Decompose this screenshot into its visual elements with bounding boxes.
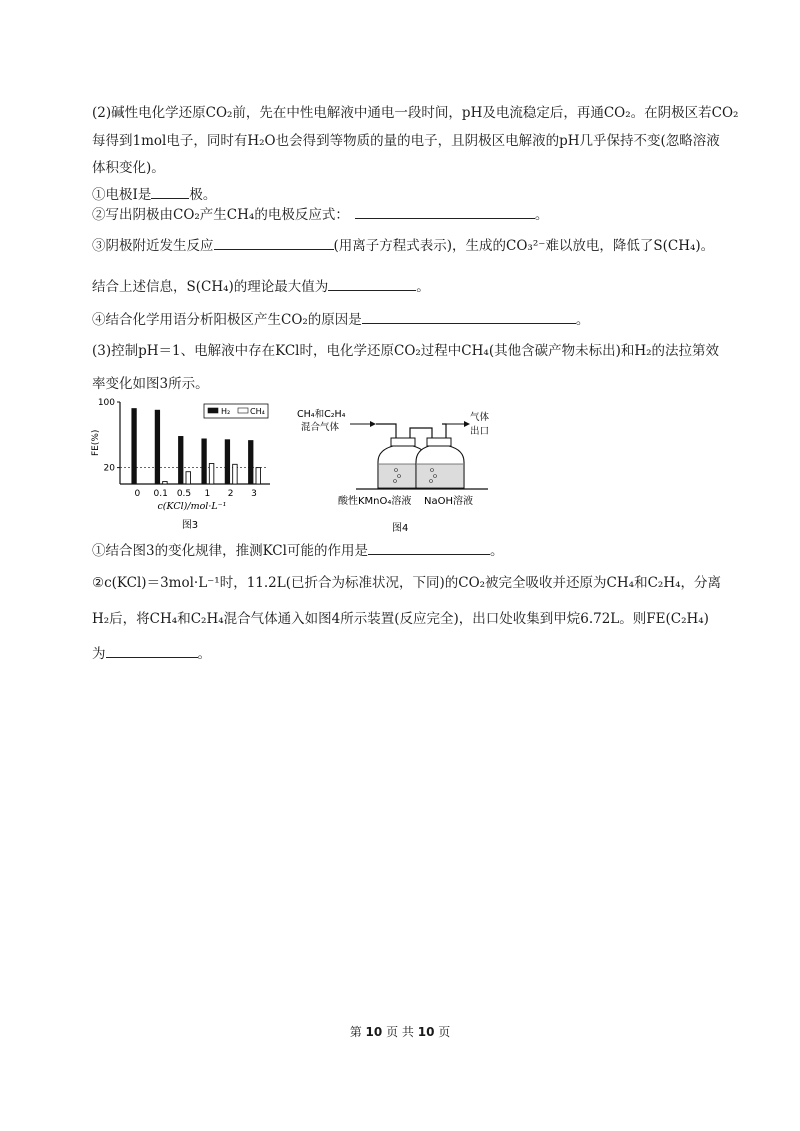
- legend-label-ch4: CH₄: [250, 407, 265, 416]
- bar-h2: [155, 410, 160, 484]
- figure4-caption: 图4: [392, 523, 409, 534]
- bottle2-label: NaOH溶液: [424, 496, 473, 507]
- q3-sub1-text: ①结合图3的变化规律，推测KCl可能的作用是: [92, 543, 368, 559]
- q2-sub3-cont: [92, 276, 430, 297]
- q2-sub1: [92, 184, 216, 205]
- answer-blank[interactable]: [151, 184, 189, 199]
- q3-sub2-line-3: [92, 643, 211, 664]
- q3-sub1-tail: 。: [489, 543, 504, 559]
- q2-sub3: [92, 235, 714, 256]
- footer-mid: 页 共: [386, 1025, 414, 1039]
- legend-swatch-ch4: [238, 408, 248, 413]
- y-axis-label: FE(%): [91, 429, 101, 456]
- figure3-bar-chart: [88, 394, 288, 534]
- q2-sub3-cont-tail: 。: [416, 279, 430, 295]
- outlet-label-1: 气体: [470, 412, 490, 423]
- footer-total-pages: 10: [417, 1025, 435, 1039]
- bar-ch4: [233, 464, 238, 484]
- q2-sub3-cont-text: 结合上述信息，S(CH₄)的理论最大值为: [92, 279, 329, 295]
- q2-sub4: [92, 309, 589, 330]
- inlet-arrow-head: [370, 421, 376, 427]
- bottle1-label: 酸性KMnO₄溶液: [338, 496, 412, 507]
- answer-blank[interactable]: [106, 643, 198, 658]
- x-tick-label: 0.5: [176, 489, 192, 499]
- y-tick-label: 100: [97, 398, 115, 408]
- q2-sub2: [92, 204, 548, 225]
- q2-line-1: (2)碱性电化学还原CO₂前，先在中性电解液中通电一段时间，pH及电流稳定后，再通CO₂。在阴极区若CO₂: [92, 105, 739, 121]
- bar-h2: [202, 439, 207, 484]
- footer-page-number: 10: [365, 1025, 383, 1039]
- q3-sub2-text: 为: [92, 646, 106, 662]
- figure4-apparatus: [292, 404, 522, 536]
- figure3-caption: 图3: [181, 520, 199, 531]
- page-footer: [0, 1023, 800, 1040]
- q2-sub4-tail: 。: [575, 312, 590, 328]
- q2-sub4-text: ④结合化学用语分析阳极区产生CO₂的原因是: [92, 312, 362, 328]
- bar-h2: [225, 440, 230, 484]
- legend-label-h2: H₂: [221, 407, 231, 416]
- x-tick-label: 0.1: [153, 489, 168, 499]
- q3-sub2-line-1: ②c(KCl)＝3mol·L⁻¹时，11.2L(已折合为标准状况，下同)的CO₂被完全吸收并还原为CH₄和C₂H₄，分离: [92, 575, 722, 591]
- footer-pre: 第: [349, 1025, 362, 1039]
- q3-line-2: 率变化如图3所示。: [92, 376, 209, 392]
- bar-ch4: [163, 482, 168, 484]
- bar-h2: [179, 436, 184, 484]
- x-tick-label: 1: [204, 489, 211, 499]
- answer-blank[interactable]: [362, 309, 576, 324]
- bar-h2: [249, 441, 254, 484]
- q2-sub3-tail: (用离子方程式表示)，生成的CO₃²⁻难以放电，降低了S(CH₄)。: [333, 238, 715, 254]
- q3-sub1: [92, 540, 503, 561]
- bottle-2: [416, 438, 464, 488]
- answer-blank[interactable]: [328, 276, 416, 291]
- inlet-label-2: 混合气体: [301, 422, 340, 433]
- answer-blank[interactable]: [355, 204, 535, 219]
- legend-swatch-h2: [208, 408, 218, 413]
- chart-plot-area: [91, 398, 270, 531]
- q2-line-3: 体积变化)。: [92, 160, 165, 176]
- q2-sub1-tail: 极。: [189, 187, 217, 203]
- bar-ch4: [209, 464, 214, 485]
- q3-sub2-tail: 。: [197, 646, 211, 662]
- outlet-label-2: 出口: [470, 426, 490, 437]
- q2-sub2-tail: 。: [534, 207, 549, 223]
- q2-sub2-text: ②写出阴极由CO₂产生CH₄的电极反应式：: [92, 207, 349, 223]
- x-axis-label: c(KCl)/mol·L⁻¹: [157, 501, 227, 512]
- answer-blank[interactable]: [368, 540, 490, 555]
- bar-h2: [132, 409, 137, 484]
- x-tick-label: 2: [227, 489, 234, 499]
- x-tick-label: 0: [134, 489, 141, 499]
- inlet-label-1: CH₄和C₂H₄: [297, 409, 346, 420]
- q3-line-1: (3)控制pH＝1、电解液中存在KCl时，电化学还原CO₂过程中CH₄(其他含碳产物未标出)和H₂的法拉第效: [92, 343, 720, 359]
- y-tick-label: 20: [103, 463, 115, 474]
- q2-line-2: 每得到1mol电子，同时有H₂O也会得到等物质的量的电子，且阴极区电解液的pH几乎保持不变(忽略溶液: [92, 133, 720, 149]
- q2-sub1-text: ①电极Ⅰ是: [92, 187, 152, 203]
- bar-ch4: [256, 468, 261, 484]
- bar-ch4: [186, 472, 191, 484]
- q3-sub2-line-2: H₂后，将CH₄和C₂H₄混合气体通入如图4所示装置(反应完全)，出口处收集到甲烷6.72L。则FE(C₂H₄): [92, 611, 709, 627]
- q2-sub3-text: ③阴极附近发生反应: [92, 238, 214, 254]
- x-tick-label: 3: [251, 489, 257, 499]
- footer-post: 页: [438, 1025, 451, 1039]
- answer-blank[interactable]: [214, 235, 334, 250]
